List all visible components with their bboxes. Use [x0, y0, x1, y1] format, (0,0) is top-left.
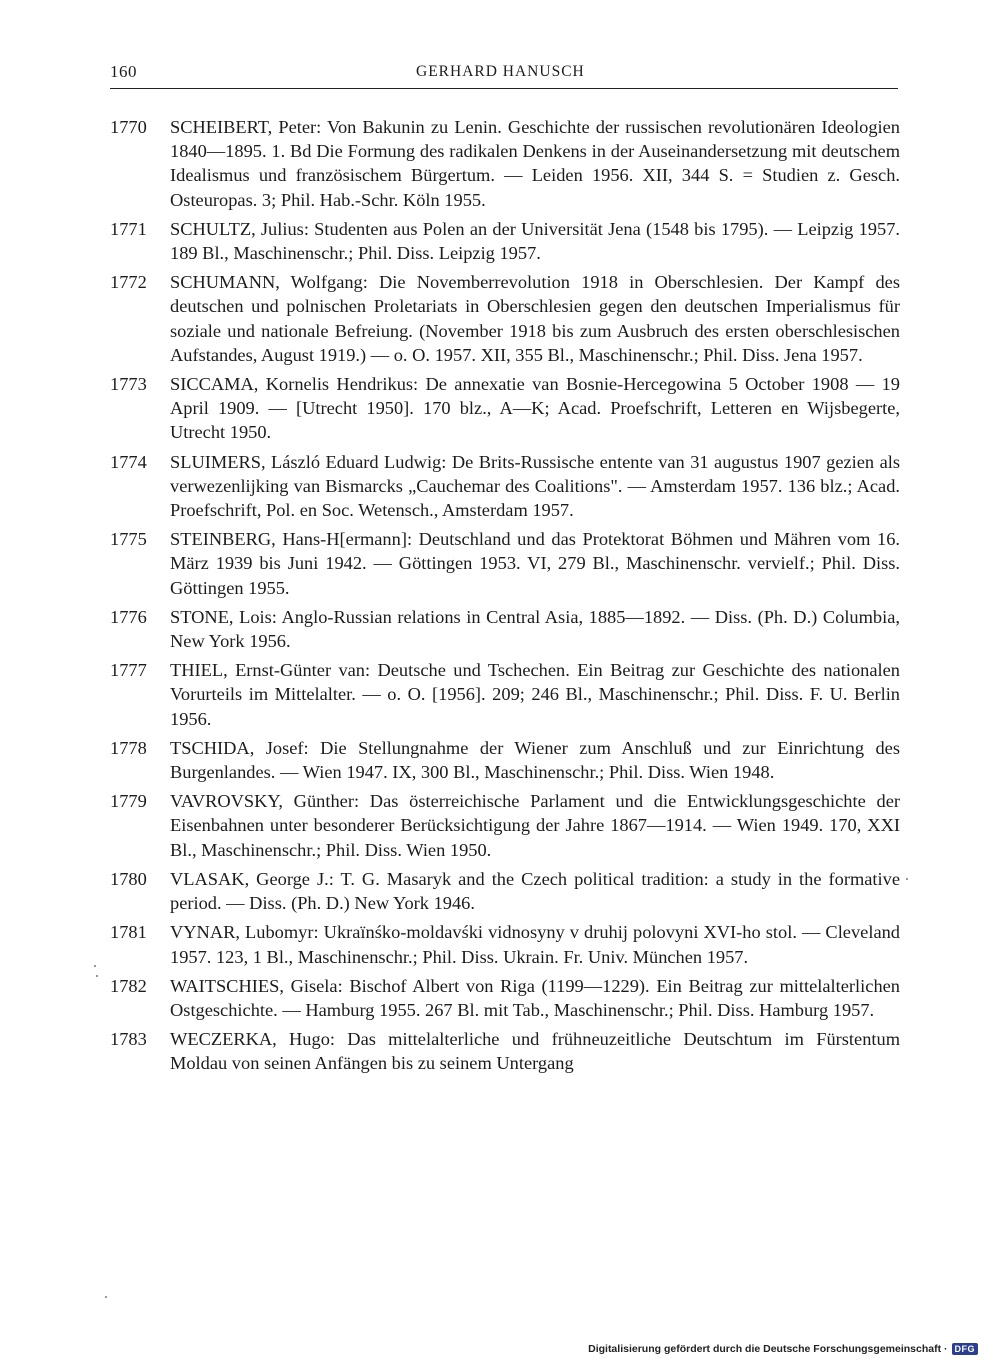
entry-text: SLUIMERS, László Eduard Ludwig: De Brits-Russische entente van 31 augustus 1907 gezien als verwezenlijking van Bismarcks „Cauchemar des Coalitions". — Amsterdam 1957. 136 blz.; Acad. Proefschrift, Pol. en Soc. Wetensch., Amsterdam 1957.: [170, 451, 900, 521]
entry-text: SCHEIBERT, Peter: Von Bakunin zu Lenin. Geschichte der russischen revolutionären Ideologien 1840—1895. 1. Bd Die Formung des radikalen Denkens in der Auseinandersetzung mit deutschem Idealismus und französischem Bürgertum. — Leiden 1956. XII, 344 S. = Studien z. Gesch. Osteuropas. 3; Phil. Hab.-Schr. Köln 1955.: [170, 117, 900, 210]
scan-speck: [96, 975, 98, 977]
entry-text: STEINBERG, Hans-H[ermann]: Deutschland und das Protektorat Böhmen und Mähren vom 16. März 1939 bis Juni 1942. — Göttingen 1953. VI, 279 Bl., Maschinenschr. vervielf.; Phil. Diss. Göttingen 1955.: [170, 529, 900, 598]
entry-text: SCHULTZ, Julius: Studenten aus Polen an der Universität Jena (1548 bis 1795). — Leipzig 1957. 189 Bl., Maschinenschr.; Phil. Diss. Leipzig 1957.: [170, 218, 900, 264]
credit-text: Digitalisierung gefördert durch die Deutsche Forschungsgemeinschaft ·: [588, 1343, 948, 1355]
bibliography-entry: [110, 372, 900, 445]
bibliography-entry: [110, 527, 900, 600]
entry-text: STONE, Lois: Anglo-Russian relations in Central Asia, 1885—1892. — Diss. (Ph. D.) Columbia, New York 1956.: [170, 606, 900, 652]
entry-number: 1778: [110, 737, 147, 758]
bibliography-entry: [110, 658, 900, 731]
entry-number: 1774: [110, 451, 147, 472]
entry-text: WECZERKA, Hugo: Das mittelalterliche und frühneuzeitliche Deutschtum im Fürstentum Moldau von seinen Anfängen bis zu seinem Untergang: [170, 1029, 900, 1074]
entry-text: VYNAR, Lubomyr: Ukraïnśko-moldavśki vidnosyny v druhij polovyni XVI-ho stol. — Cleveland 1957. 123, 1 Bl., Maschinenschr.; Phil. Diss. Ukrain. Fr. Univ. München 1957.: [170, 922, 900, 967]
bibliography-entry: [110, 217, 900, 265]
entry-number: 1781: [110, 922, 147, 943]
entry-text: TSCHIDA, Josef: Die Stellungnahme der Wiener zum Anschluß und zur Einrichtung des Burgenlandes. — Wien 1947. IX, 300 Bl., Maschinenschr.; Phil. Diss. Wien 1948.: [170, 737, 900, 783]
bibliography-entry: [110, 974, 900, 1022]
bibliography-list: [110, 115, 900, 1081]
entry-number: 1770: [110, 117, 147, 137]
bibliography-entry: [110, 605, 900, 653]
page-number: 160: [110, 62, 137, 81]
entry-text: THIEL, Ernst-Günter van: Deutsche und Tschechen. Ein Beitrag zur Geschichte des nationalen Vorurteils im Mittelalter. — o. O. [1956]. 209; 246 Bl., Maschinenschr.; Phil. Diss. F. U. Berlin 1956.: [170, 660, 900, 729]
bibliography-entry: [110, 920, 900, 968]
entry-number: 1780: [110, 868, 147, 889]
scan-speck: [94, 965, 96, 967]
entry-text: SCHUMANN, Wolfgang: Die Novemberrevolution 1918 in Oberschlesien. Der Kampf des deutschen und polnischen Proletariats in Oberschlesien gegen den deutschen Imperialismus für soziale und nationale Befreiung. (November 1918 bis zum Ausbruch des ersten oberschlesischen Aufstandes, August 1919.) — o. O. 1957. XII, 355 Bl., Maschinenschr.; Phil. Diss. Jena 1957.: [170, 272, 900, 365]
entry-number: 1777: [110, 660, 147, 681]
entry-text: WAITSCHIES, Gisela: Bischof Albert von Riga (1199—1229). Ein Beitrag zur mittelalterlichen Ostgeschichte. — Hamburg 1955. 267 Bl. mit Tab., Maschinenschr.; Phil. Diss. Hamburg 1957.: [170, 975, 900, 1020]
running-head: GERHARD HANUSCH: [416, 63, 585, 80]
bibliography-entry: [110, 1027, 900, 1075]
entry-number: 1771: [110, 218, 147, 239]
entry-text: VLASAK, George J.: T. G. Masaryk and the Czech political tradition: a study in the formative period. — Diss. (Ph. D.) New York 1946.: [170, 868, 900, 914]
bibliography-entry: [110, 867, 900, 915]
scan-speck: [906, 878, 908, 880]
entry-number: 1776: [110, 606, 147, 627]
entry-number: 1773: [110, 374, 147, 395]
bibliography-entry: [110, 450, 900, 523]
entry-number: 1775: [110, 529, 147, 550]
dfg-logo: DFG: [952, 1343, 979, 1355]
bibliography-entry: [110, 736, 900, 784]
entry-text: VAVROVSKY, Günther: Das österreichische Parlament und die Entwicklungsgeschichte der Eisenbahnen unter besonderer Berücksichtigung der Jahre 1867—1914. — Wien 1949. 170, XXI Bl., Maschinenschr.; Phil. Diss. Wien 1950.: [170, 791, 900, 860]
entry-number: 1782: [110, 975, 147, 996]
bibliography-entry: [110, 115, 900, 212]
scan-speck: [105, 1296, 107, 1298]
entry-number: 1772: [110, 272, 147, 293]
bibliography-entry: [110, 789, 900, 862]
bibliography-entry: [110, 270, 900, 367]
entry-number: 1783: [110, 1029, 147, 1050]
entry-number: 1779: [110, 791, 147, 812]
page-header: [110, 60, 898, 89]
entry-text: SICCAMA, Kornelis Hendrikus: De annexatie van Bosnie-Hercegowina 5 October 1908 — 19 April 1909. — [Utrecht 1950]. 170 blz., A—K; Acad. Proefschrift, Letteren en Wijsbegerte, Utrecht 1950.: [170, 374, 900, 443]
digitization-credit: [588, 1343, 978, 1355]
